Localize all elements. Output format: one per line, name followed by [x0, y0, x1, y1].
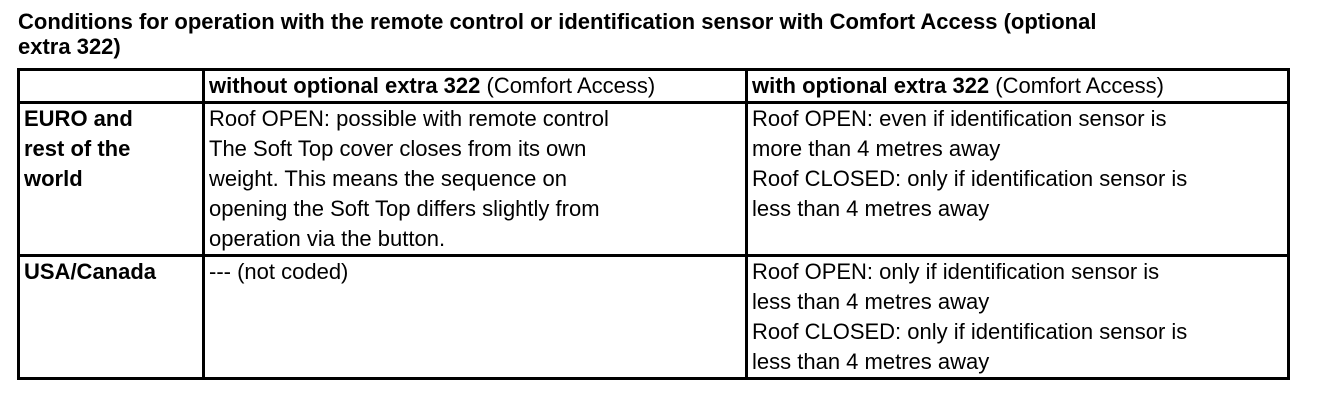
- cell-with-euro: [747, 103, 1289, 256]
- row-label-line: world: [24, 166, 83, 191]
- cell-without-euro: [204, 103, 747, 256]
- header-with-bold: with optional extra 322: [752, 73, 990, 98]
- document-title: [18, 9, 1318, 59]
- cell-line: less than 4 metres away: [752, 196, 990, 221]
- row-label-line: EURO and: [24, 106, 133, 131]
- row-label-line: rest of the: [24, 136, 131, 161]
- header-with-rest: (Comfort Access): [989, 73, 1164, 98]
- table-header-row: [19, 70, 1289, 103]
- cell-line: The Soft Top cover closes from its own: [209, 136, 587, 161]
- row-label-usa-canada: [19, 256, 204, 379]
- header-without-rest: (Comfort Access): [480, 73, 656, 98]
- title-line-1: Conditions for operation with the remote control or identification sensor with Comfort Access (optional: [18, 9, 1097, 34]
- cell-line: operation via the button.: [209, 226, 446, 251]
- row-label-line: USA/Canada: [24, 259, 157, 284]
- cell-line: more than 4 metres away: [752, 136, 1001, 161]
- table-row: [19, 103, 1289, 256]
- cell-line: Roof CLOSED: only if identification sensor is: [752, 319, 1188, 344]
- header-cell-with: [747, 70, 1289, 103]
- table-row: [19, 256, 1289, 379]
- cell-line: opening the Soft Top differs slightly from: [209, 196, 600, 221]
- header-cell-without: [204, 70, 747, 103]
- header-cell-empty: [19, 70, 204, 103]
- cell-line: Roof OPEN: even if identification sensor is: [752, 106, 1167, 131]
- cell-line: weight. This means the sequence on: [209, 166, 567, 191]
- cell-line: Roof CLOSED: only if identification sensor is: [752, 166, 1188, 191]
- cell-without-usa: [204, 256, 747, 379]
- cell-line: less than 4 metres away: [752, 289, 990, 314]
- row-label-euro: [19, 103, 204, 256]
- header-without-bold: without optional extra 322: [209, 73, 481, 98]
- cell-line: less than 4 metres away: [752, 349, 990, 374]
- cell-line: --- (not coded): [209, 259, 349, 284]
- title-line-2: extra 322): [18, 34, 121, 59]
- cell-with-usa: [747, 256, 1289, 379]
- cell-line: Roof OPEN: only if identification sensor is: [752, 259, 1160, 284]
- conditions-table: [17, 68, 1290, 380]
- cell-line: Roof OPEN: possible with remote control: [209, 106, 609, 131]
